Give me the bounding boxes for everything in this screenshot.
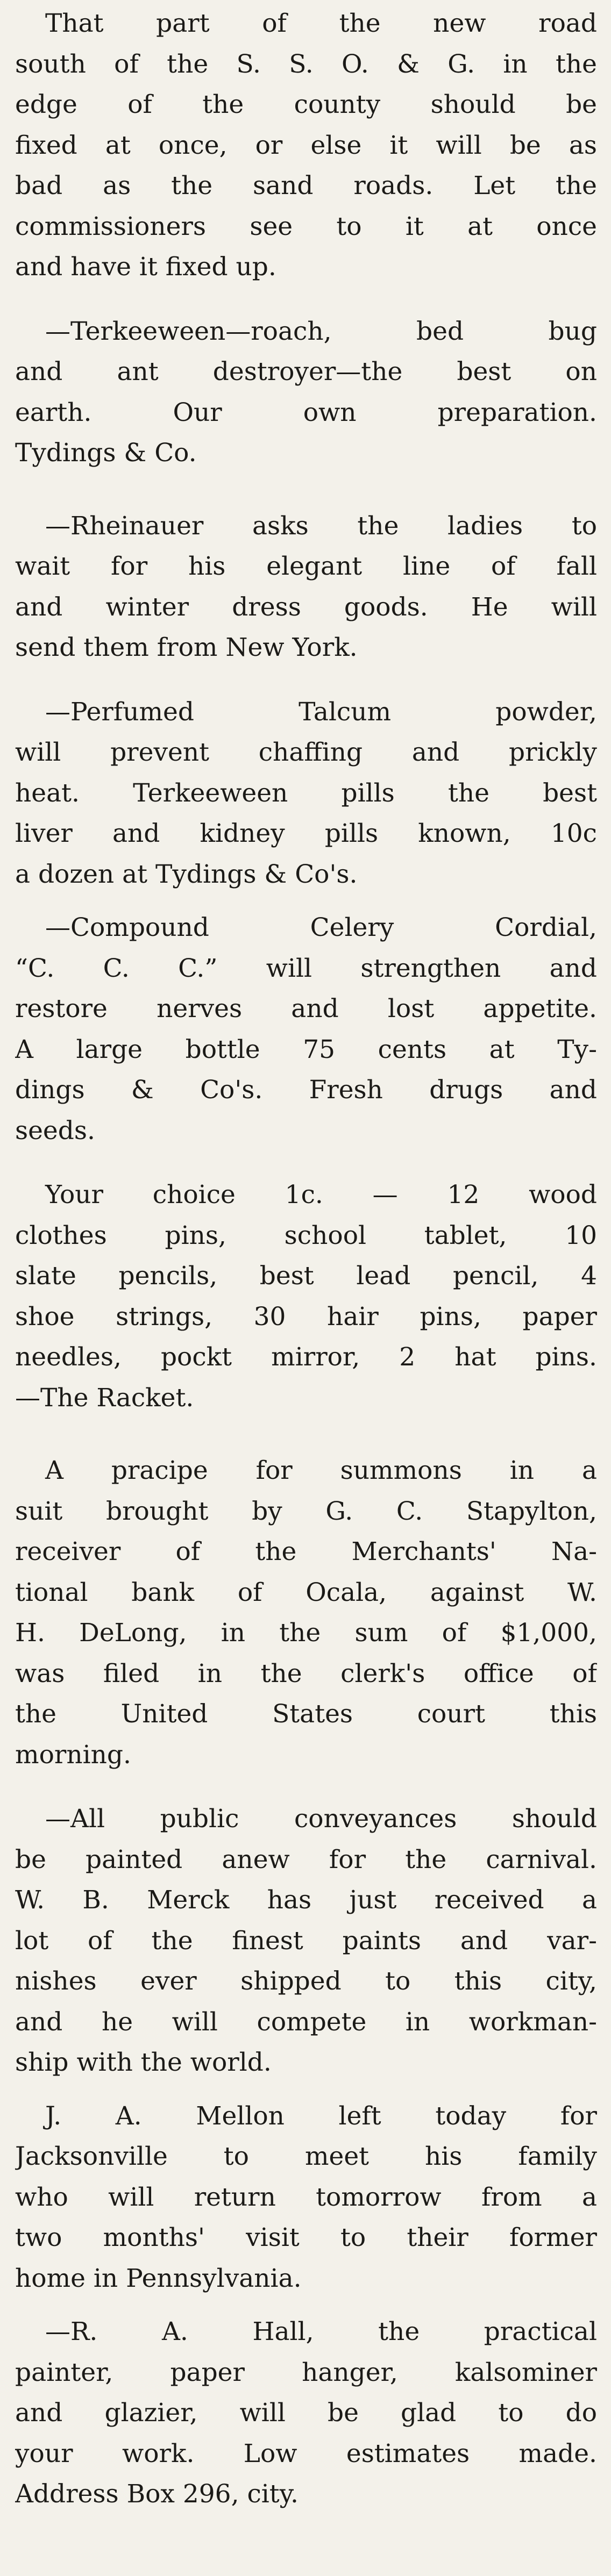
- article-line: —The Racket.: [15, 1383, 194, 1413]
- article-line: your work. Low estimates made.: [15, 2438, 597, 2468]
- article-line: will prevent chaffing and prickly: [15, 738, 597, 767]
- article-line: nishes ever shipped to this city,: [15, 1966, 597, 1996]
- article-line: receiver of the Merchants' Na-: [15, 1537, 597, 1566]
- article-terkeeween-roach: [15, 311, 597, 474]
- article-line: edge of the county should be: [15, 90, 597, 119]
- article-line: A large bottle 75 cents at Ty-: [15, 1034, 597, 1064]
- article-spacer: [15, 1775, 597, 1799]
- article-line: a dozen at Tydings & Co's.: [15, 859, 358, 889]
- article-line: —Terkeeween—roach, bed bug: [45, 316, 597, 346]
- article-spacer: [15, 474, 597, 506]
- article-summons: [15, 1450, 597, 1775]
- article-celery-cordial: [15, 907, 597, 1151]
- article-line: bad as the sand roads. Let the: [15, 171, 597, 201]
- article-spacer: [15, 2083, 597, 2096]
- article-line: H. DeLong, in the sum of $1,000,: [15, 1618, 597, 1648]
- article-line: morning.: [15, 1740, 131, 1770]
- article-line: needles, pockt mirror, 2 hat pins.: [15, 1342, 597, 1372]
- article-line: —Compound Celery Cordial,: [45, 913, 597, 942]
- article-line: Address Box 296, city.: [15, 2479, 299, 2509]
- article-line: shoe strings, 30 hair pins, paper: [15, 1301, 597, 1332]
- article-spacer: [15, 895, 597, 907]
- article-line: A pracipe for summons in a: [45, 1456, 597, 1485]
- article-line: was filed in the clerk's office of: [15, 1658, 597, 1688]
- article-line: W. B. Merck has just received a: [15, 1885, 597, 1915]
- article-line: and ant destroyer—the best on: [15, 357, 597, 387]
- article-line: and have it fixed up.: [15, 252, 276, 282]
- article-line: lot of the finest paints and var-: [15, 1926, 597, 1956]
- article-line: wait for his elegant line of fall: [15, 552, 597, 581]
- article-line: “C. C. C.” will strengthen and: [15, 953, 597, 983]
- article-line: —R. A. Hall, the practical: [45, 2317, 597, 2346]
- article-line: and glazier, will be glad to do: [15, 2398, 597, 2428]
- article-spacer: [15, 2299, 597, 2312]
- article-line: Jacksonville to meet his family: [15, 2142, 597, 2171]
- newspaper-column: [15, 3, 597, 2515]
- article-line: painter, paper hanger, kalsominer: [15, 2357, 597, 2387]
- article-spacer: [15, 668, 597, 692]
- article-line: Tydings & Co.: [15, 438, 197, 468]
- article-mellon: [15, 2096, 597, 2299]
- article-spacer: [15, 288, 597, 311]
- article-line: heat. Terkeeween pills the best: [15, 778, 597, 808]
- article-line: fixed at once, or else it will be as: [15, 130, 597, 160]
- article-spacer: [15, 1151, 597, 1175]
- article-line: be painted anew for the carnival.: [15, 1844, 597, 1874]
- article-talcum-powder: [15, 692, 597, 895]
- article-line: slate pencils, best lead pencil, 4: [15, 1261, 597, 1291]
- article-line: and winter dress goods. He will: [15, 592, 597, 622]
- article-line: the United States court this: [15, 1699, 597, 1729]
- article-line: Your choice 1c. — 12 wood: [45, 1180, 597, 1210]
- article-road-repair: [15, 3, 597, 288]
- article-line: —All public conveyances should: [45, 1804, 597, 1834]
- article-racket: [15, 1175, 597, 1418]
- article-line: home in Pennsylvania.: [15, 2263, 302, 2293]
- article-line: J. A. Mellon left today for: [45, 2101, 597, 2131]
- article-line: —Rheinauer asks the ladies to: [45, 511, 597, 541]
- article-line: dings & Co's. Fresh drugs and: [15, 1075, 597, 1105]
- article-line: tional bank of Ocala, against W.: [15, 1577, 597, 1607]
- article-line: two months' visit to their former: [15, 2223, 597, 2252]
- article-line: liver and kidney pills known, 10c: [15, 819, 597, 848]
- article-line: earth. Our own preparation.: [15, 397, 597, 427]
- article-line: and he will compete in workman-: [15, 2007, 597, 2037]
- article-line: who will return tomorrow from a: [15, 2182, 597, 2212]
- article-rheinauer: [15, 506, 597, 668]
- article-line: south of the S. S. O. & G. in the: [15, 49, 597, 79]
- article-line: That part of the new road: [45, 9, 597, 38]
- article-spacer: [15, 1418, 597, 1450]
- article-line: —Perfumed Talcum powder,: [45, 697, 597, 727]
- article-line: clothes pins, school tablet, 10: [15, 1220, 597, 1250]
- article-line: ship with the world.: [15, 2048, 272, 2077]
- article-line: suit brought by G. C. Stapylton,: [15, 1496, 597, 1526]
- article-line: restore nerves and lost appetite.: [15, 994, 597, 1024]
- article-line: commissioners see to it at once: [15, 211, 597, 241]
- article-carnival-paints: [15, 1799, 597, 2083]
- article-line: seeds.: [15, 1115, 95, 1146]
- article-hall-painter: [15, 2312, 597, 2515]
- article-line: send them from New York.: [15, 633, 358, 662]
